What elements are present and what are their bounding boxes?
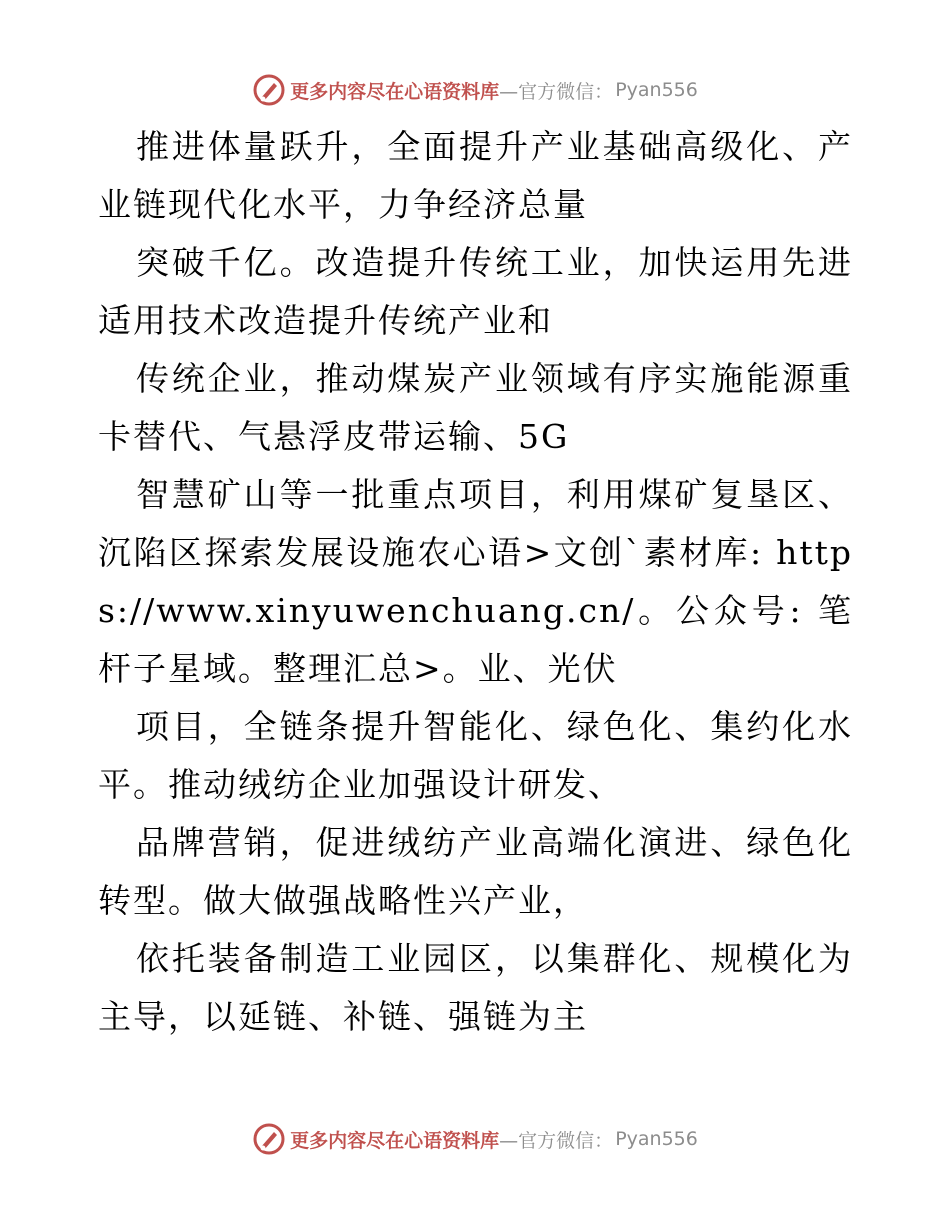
wechat-id: Pyan556 [615, 79, 698, 101]
pen-circle-logo-icon [252, 1122, 286, 1156]
pen-circle-logo-icon [252, 73, 286, 107]
paragraph: 智慧矿山等一批重点项目，利用煤矿复垦区、沉陷区探索发展设施农心语>文创`素材库: https://www.xinyuwenchuang.cn/。公众号: 笔杆子星域。整理汇总>。业、光伏 [98, 475, 853, 688]
paragraph: 突破千亿。改造提升传统工业，加快运用先进适用技术改造提升传统产业和 [98, 243, 853, 340]
paragraph: 推进体量跃升，全面提升产业基础高级化、产业链现代化水平，力争经济总量 [98, 127, 853, 224]
footer-banner [0, 1119, 950, 1159]
official-wechat-label: —官方微信： [499, 1129, 614, 1152]
brand-text: 更多内容尽在心语资料库 [290, 1129, 500, 1152]
paragraph: 项目，全链条提升智能化、绿色化、集约化水平。推动绒纺企业加强设计研发、 [98, 707, 853, 804]
official-wechat-label: —官方微信： [499, 80, 614, 103]
document-body [98, 118, 853, 1046]
paragraph: 依托装备制造工业园区，以集群化、规模化为主导，以延链、补链、强链为主 [98, 939, 853, 1036]
wechat-id: Pyan556 [615, 1128, 698, 1150]
brand-text: 更多内容尽在心语资料库 [290, 80, 500, 103]
header-banner [0, 70, 950, 110]
paragraph: 传统企业，推动煤炭产业领域有序实施能源重卡替代、气悬浮皮带运输、5G [98, 359, 853, 456]
paragraph: 品牌营销，促进绒纺产业高端化演进、绿色化转型。做大做强战略性兴产业， [98, 823, 853, 920]
